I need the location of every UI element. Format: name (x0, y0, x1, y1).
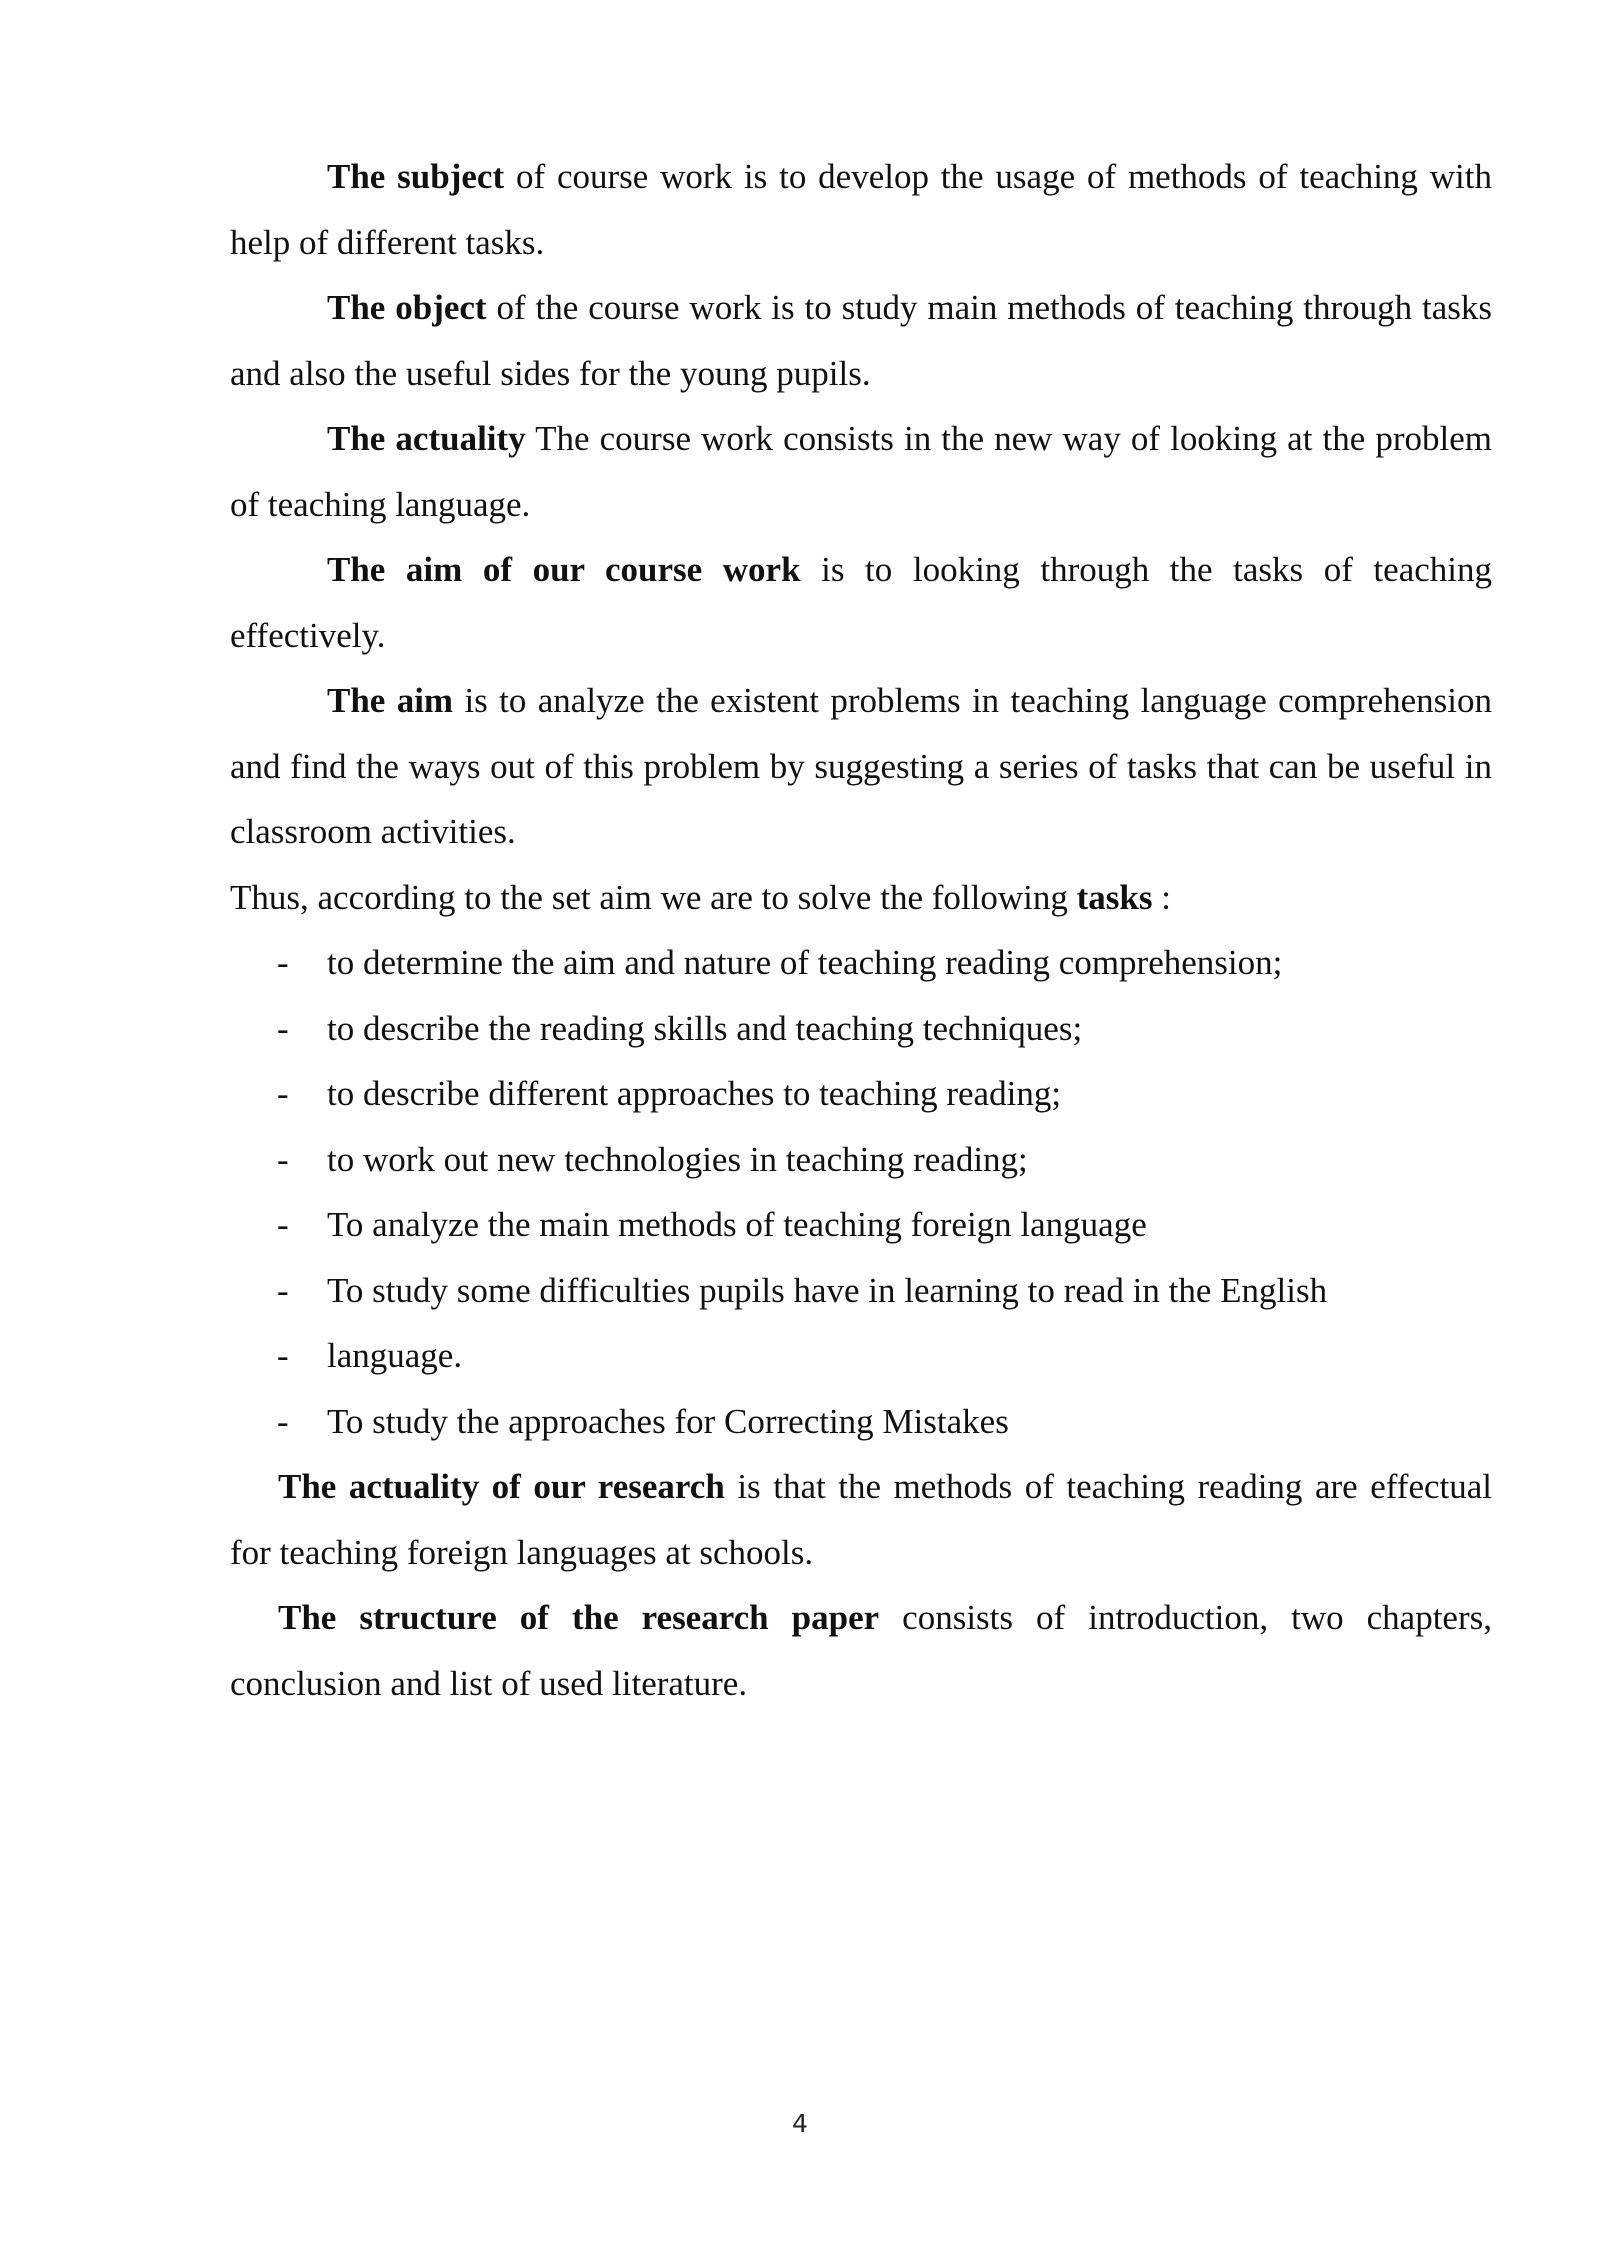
page-body (230, 144, 1492, 1716)
list-item (230, 1323, 1492, 1389)
tasks-intro-paragraph (230, 865, 1492, 931)
aim-course-work-text: is to looking through the tasks of teaching effectively. (230, 550, 1492, 655)
list-dash: - (277, 1139, 289, 1179)
structure-text: consists of introduction, two chapters, conclusion and list of used literature. (230, 1598, 1492, 1703)
actuality-text: The course work consists in the new way of looking at the problem of teaching language. (230, 419, 1492, 524)
list-item-text: to describe the reading skills and teaching techniques; (327, 1008, 1083, 1048)
tasks-intro-text: Thus, according to the set aim we are to solve the following (230, 877, 1077, 917)
structure-label: The structure of the research paper (278, 1598, 880, 1637)
list-item (230, 996, 1492, 1062)
subject-paragraph (230, 144, 1492, 275)
list-item (230, 1192, 1492, 1258)
list-item-text: To analyze the main methods of teaching foreign language (327, 1205, 1147, 1244)
subject-text: of course work is to develop the usage of methods of teaching with help of different tasks. (230, 157, 1492, 262)
aim-text: is to analyze the existent problems in teaching language comprehension and find the ways out of this problem by suggesting a series of tasks that can be useful in classroom activities. (230, 681, 1492, 851)
aim-paragraph (230, 668, 1492, 865)
list-item-text: to work out new technologies in teaching reading; (327, 1139, 1028, 1179)
list-item-text: to describe different approaches to teaching reading; (327, 1074, 1062, 1113)
list-dash: - (277, 1336, 289, 1375)
aim-label: The aim (327, 681, 454, 720)
list-item (230, 1061, 1492, 1127)
list-dash: - (277, 1074, 289, 1113)
actuality-label: The actuality (327, 419, 526, 458)
actuality-research-text: is that the methods of teaching reading are effectual for teaching foreign languages at schools. (230, 1467, 1493, 1572)
page-number: 4 (792, 2109, 808, 2138)
list-item (230, 930, 1492, 996)
tasks-label: tasks (1076, 877, 1153, 917)
list-dash: - (277, 943, 289, 982)
list-item (230, 1127, 1492, 1193)
list-dash: - (277, 1008, 289, 1048)
actuality-research-label: The actuality of our research (278, 1467, 725, 1506)
list-item-text: to determine the aim and nature of teaching reading comprehension; (327, 943, 1283, 982)
tasks-intro-suffix: : (1152, 877, 1171, 917)
aim-course-work-paragraph (230, 537, 1492, 668)
list-item (230, 1258, 1492, 1324)
task-list (230, 930, 1492, 1454)
list-dash: - (277, 1401, 289, 1441)
subject-label: The subject (327, 157, 505, 196)
list-item (230, 1389, 1492, 1455)
structure-paragraph (230, 1585, 1492, 1716)
aim-course-work-label: The aim of our course work (327, 550, 801, 589)
list-dash: - (277, 1270, 289, 1310)
object-label: The object (327, 288, 487, 327)
list-item-text: To study some difficulties pupils have in learning to read in the English (327, 1270, 1328, 1310)
object-text: of the course work is to study main methods of teaching through tasks and also the useful sides for the young pupils. (230, 288, 1492, 393)
object-paragraph (230, 275, 1492, 406)
list-item-text: language. (327, 1336, 463, 1375)
actuality-paragraph (230, 406, 1492, 537)
list-dash: - (277, 1205, 289, 1244)
actuality-research-paragraph (230, 1454, 1492, 1585)
list-item-text: To study the approaches for Correcting Mistakes (327, 1401, 1009, 1441)
